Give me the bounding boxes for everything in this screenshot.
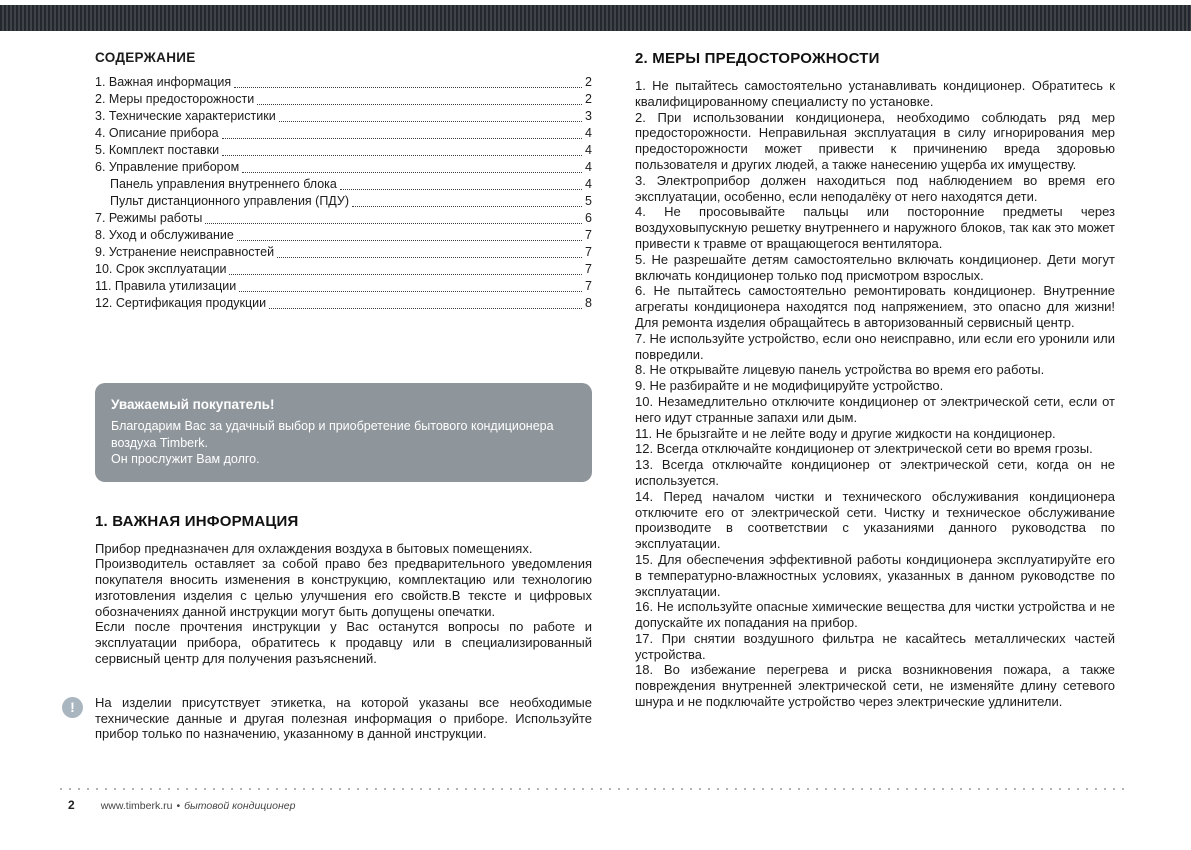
precaution-item: 2. При использовании кондиционера, необходимо соблюдать ряд мер предосторожности. Неправильная эксплуатация в силу игнорирования мер предосторожности может привести к причинению вреда здоровью пользователя и других людей, а также нанесению ущерба их имуществу.	[635, 109, 1115, 172]
toc-item-label: 3. Технические характеристики	[95, 109, 276, 123]
toc-item	[95, 125, 592, 142]
toc-item-label: Панель управления внутреннего блока	[110, 177, 337, 191]
footer-dotted-rule	[60, 788, 1131, 790]
toc-dotted-leader	[237, 240, 582, 241]
precaution-item: 7. Не используйте устройство, если оно неисправно, или если его уронили или повредили.	[635, 330, 1115, 362]
section1-paragraph: Прибор предназначен для охлаждения воздуха в бытовых помещениях.	[95, 540, 533, 556]
section2-title: 2. МЕРЫ ПРЕДОСТОРОЖНОСТИ	[635, 50, 880, 67]
decorative-striped-header-bar	[0, 5, 1191, 31]
toc-item-label: 2. Меры предосторожности	[95, 92, 255, 106]
toc-dotted-leader	[340, 189, 582, 190]
welcome-box-title: Уважаемый покупатель!	[111, 397, 275, 412]
section1-paragraph: Если после прочтения инструкции у Вас останутся вопросы по работе и эксплуатации прибора, обратитесь к продавцу или в специализированный сервисный центр для получения разъяснений.	[95, 619, 592, 667]
precaution-item: 5. Не разрешайте детям самостоятельно включать кондиционер. Дети могут включать кондиционер только под присмотром взрослых.	[635, 251, 1115, 283]
welcome-box-line1: Благодарим Вас за удачный выбор и приобретение бытового кондиционера воздуха Timberk.	[111, 419, 554, 450]
precaution-item: 13. Всегда отключайте кондиционер от электрической сети, когда он не используется.	[635, 457, 1115, 488]
toc-item-page: 4	[585, 177, 592, 191]
left-column	[70, 50, 592, 742]
toc-item-page: 3	[585, 109, 592, 123]
toc-item	[95, 278, 592, 295]
footer-separator-dot: •	[176, 800, 181, 812]
section1-paragraphs	[95, 541, 592, 667]
toc-item-label: 7. Режимы работы	[95, 211, 203, 225]
precaution-item: 10. Незамедлительно отключите кондиционер от электрической сети, если от него идут странные запахи или дым.	[635, 393, 1115, 425]
toc-item-page: 7	[585, 262, 592, 276]
toc-item-page: 7	[585, 245, 592, 259]
exclamation-icon	[62, 697, 83, 718]
toc-title: СОДЕРЖАНИЕ	[95, 50, 196, 65]
page-content	[70, 50, 1115, 742]
precaution-item: 16. Не используйте опасные химические вещества для чистки устройства и не допускайте их попадания на прибор.	[635, 599, 1115, 631]
section1-paragraph: Производитель оставляет за собой право без предварительного уведомления покупателя вносить изменения в конструкцию, комплектацию или технологию изготовления изделия с целью улучшения его свойств.В тексте и цифровых обозначениях данной инструкции могут быть допущены опечатки.	[95, 556, 592, 619]
toc-item	[95, 210, 592, 227]
precaution-item: 18. Во избежание перегрева и риска возникновения пожара, а также повреждения внутренней электрической сети, не изменяйте длину сетевого шнура и не подключайте устройство через электрические удлинители.	[635, 662, 1115, 710]
toc-item	[95, 91, 592, 108]
exclamation-glyph: !	[70, 699, 75, 716]
toc-item-label: 4. Описание прибора	[95, 126, 219, 140]
precaution-item: 9. Не разбирайте и не модифицируйте устройство.	[635, 378, 944, 394]
toc-item	[95, 227, 592, 244]
toc-item	[95, 244, 592, 261]
toc-item-page: 4	[585, 160, 592, 174]
toc-item-label: 1. Важная информация	[95, 75, 232, 89]
toc-item	[95, 176, 592, 193]
toc-item	[95, 193, 592, 210]
toc-item-label: 8. Уход и обслуживание	[95, 228, 234, 242]
toc-item	[95, 261, 592, 278]
toc-dotted-leader	[222, 155, 582, 156]
toc-item-label: 9. Устранение неисправностей	[95, 245, 275, 259]
footer-url: www.timberk.ru	[100, 800, 173, 812]
toc-item-page: 7	[585, 279, 592, 293]
info-note	[62, 695, 592, 742]
toc-item-label: Пульт дистанционного управления (ПДУ)	[110, 194, 350, 208]
toc-dotted-leader	[242, 172, 582, 173]
precaution-item: 8. Не открывайте лицевую панель устройства во время его работы.	[635, 362, 1045, 378]
toc-item-page: 4	[585, 143, 592, 157]
toc-item-page: 2	[585, 92, 592, 106]
footer-row	[60, 798, 1131, 812]
toc-item-label: 6. Управление прибором	[95, 160, 240, 174]
toc-dotted-leader	[277, 257, 582, 258]
precaution-item: 6. Не пытайтесь самостоятельно ремонтировать кондиционер. Внутренние агрегаты кондиционера находятся под напряжением, это опасно для жизни! Для ремонта изделия обращайтесь в авторизованный сервисный центр.	[635, 283, 1115, 330]
precaution-item: 12. Всегда отключайте кондиционер от электрической сети во время грозы.	[635, 441, 1093, 457]
toc-item-page: 2	[585, 75, 592, 89]
precaution-item: 11. Не брызгайте и не лейте воду и другие жидкости на кондиционер.	[635, 425, 1056, 441]
toc-item-page: 7	[585, 228, 592, 242]
toc-dotted-leader	[257, 104, 582, 105]
note-text: На изделии присутствует этикетка, на которой указаны все необходимые технические данные и другая полезная информация о приборе. Используйте прибор только по назначению, указанному в данной инструкции.	[95, 694, 592, 742]
page-footer	[60, 788, 1131, 812]
toc-item	[95, 159, 592, 176]
precaution-item: 17. При снятии воздушного фильтра не касайтесь металлических частей устройства.	[635, 630, 1115, 662]
precaution-item: 4. Не просовывайте пальцы или посторонние предметы через воздуховыпускную решетку внутреннего и наружного блоков, так как это может привести к травме от вращающегося вентилятора.	[635, 204, 1115, 251]
toc-dotted-leader	[239, 291, 582, 292]
toc-item	[95, 108, 592, 125]
precaution-item: 3. Электроприбор должен находиться под наблюдением во время его эксплуатации, особенно, если неподалёку от него находятся дети.	[635, 172, 1115, 204]
welcome-box	[95, 383, 592, 482]
toc-dotted-leader	[222, 138, 582, 139]
toc-item-label: 10. Срок эксплуатации	[95, 262, 227, 276]
toc-item-page: 8	[585, 296, 592, 310]
toc-item-label: 5. Комплект поставки	[95, 143, 220, 157]
toc-item-page: 5	[585, 194, 592, 208]
toc-list	[95, 74, 592, 312]
toc-item	[95, 74, 592, 91]
toc-item-page: 6	[585, 211, 592, 225]
right-column	[635, 50, 1115, 742]
precaution-item: 14. Перед началом чистки и технического обслуживания кондиционера отключите его от электрической сети. Чистку и техническое обслуживание производите в соответствии с указаниями данного руководства по эксплуатации.	[635, 488, 1115, 552]
page-number: 2	[68, 798, 75, 812]
precaution-item: 15. Для обеспечения эффективной работы кондиционера эксплуатируйте его в температурно-влажностных условиях, указанных в данном руководстве по эксплуатации.	[635, 551, 1115, 599]
toc-dotted-leader	[229, 274, 582, 275]
toc-dotted-leader	[279, 121, 582, 122]
precaution-item: 1. Не пытайтесь самостоятельно устанавливать кондиционер. Обратитесь к квалифицированному специалисту по установке.	[635, 78, 1115, 109]
toc-dotted-leader	[234, 87, 582, 88]
section1-title: 1. ВАЖНАЯ ИНФОРМАЦИЯ	[95, 512, 299, 530]
toc-dotted-leader	[269, 308, 582, 309]
section2-items	[635, 78, 1115, 710]
toc-item	[95, 142, 592, 159]
footer-caption: бытовой кондиционер	[184, 800, 296, 812]
toc-dotted-leader	[205, 223, 582, 224]
toc-dotted-leader	[352, 206, 582, 207]
welcome-box-line2: Он прослужит Вам долго.	[111, 452, 260, 466]
toc-item	[95, 295, 592, 312]
toc-item-label: 11. Правила утилизации	[95, 279, 237, 293]
toc-item-page: 4	[585, 126, 592, 140]
toc-item-label: 12. Сертификация продукции	[95, 296, 267, 310]
